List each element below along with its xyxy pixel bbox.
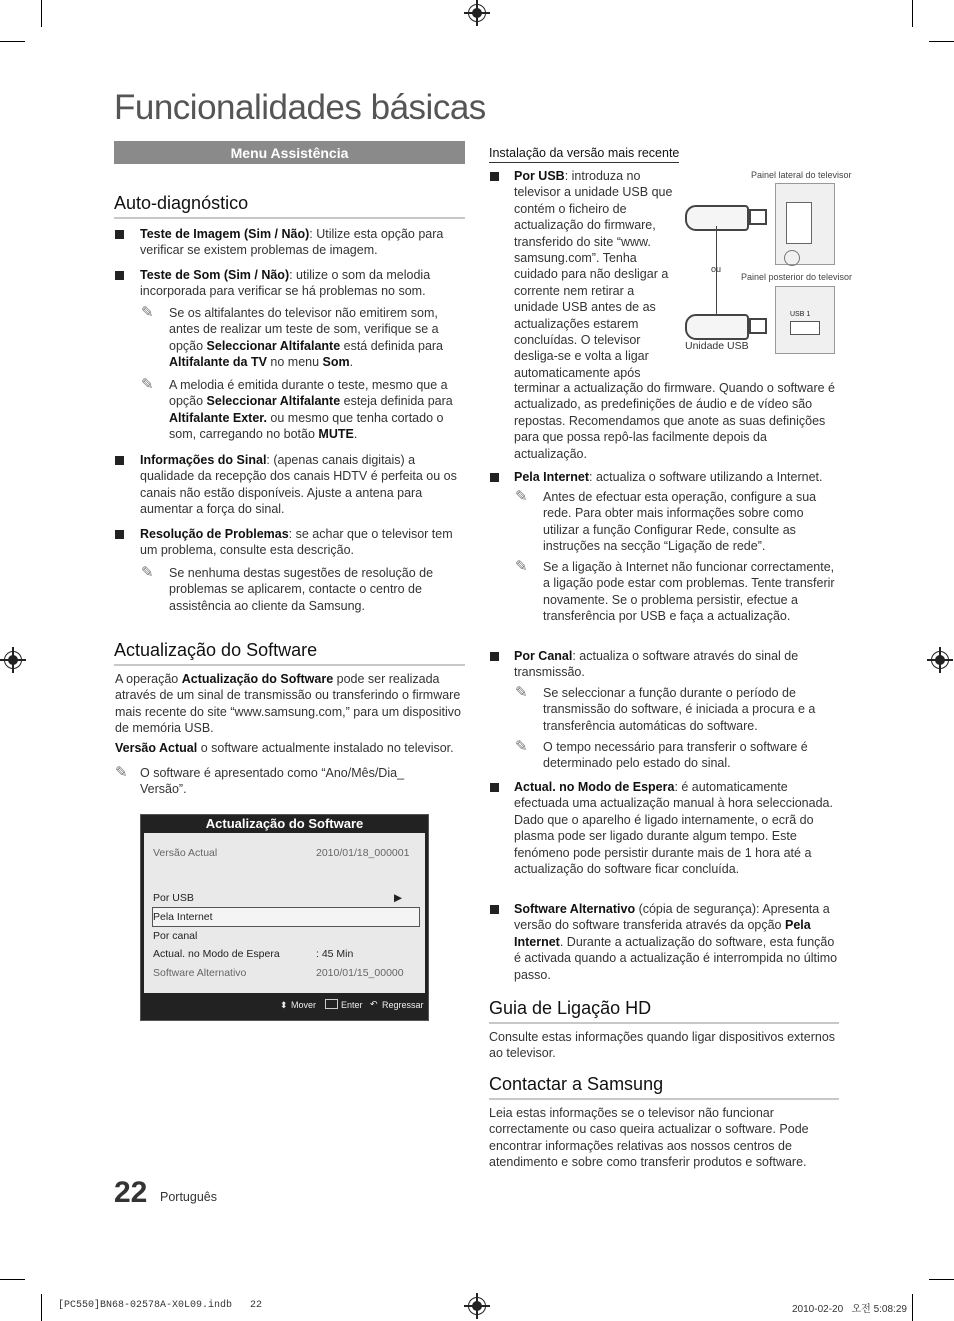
crop-mark bbox=[0, 1279, 25, 1280]
crop-mark bbox=[0, 41, 25, 42]
usb-connection-diagram bbox=[683, 168, 853, 358]
usb-plug-icon bbox=[749, 209, 767, 225]
usb-drive-icon bbox=[685, 314, 749, 340]
crop-mark bbox=[929, 1279, 954, 1280]
tv-rear-panel bbox=[775, 286, 835, 354]
bullet-icon bbox=[115, 456, 124, 465]
osd-title: Actualização do Software bbox=[205, 816, 364, 831]
bullet-icon bbox=[490, 783, 499, 792]
port-label: USB 1 bbox=[790, 311, 811, 318]
heading-auto-diagnostico: Auto-diagnóstico bbox=[114, 193, 465, 219]
print-date: 2010-02-20 오전 5:08:29 bbox=[792, 1304, 907, 1315]
note-text: Se nenhuma destas sugestões de resolução de problemas se aplicarem, contacte o centro de assistência ao cliente da Samsung. bbox=[169, 566, 434, 613]
bullet-icon bbox=[115, 530, 124, 539]
bullet-icon bbox=[115, 271, 124, 280]
bullet-icon bbox=[490, 172, 499, 181]
list-item: Actual. no Modo de Espera: é automaticamente efectuada uma actualização manual à hora seleccionada. Dado que o aparelho é ligado internamente, o ecrã do plasma pode ser ligado durante algum tempo. Este fenómeno pode persistir durante mais de 1 hora até a actualização do software ficar concluída. bbox=[514, 780, 833, 877]
crop-mark bbox=[912, 0, 913, 27]
crop-mark bbox=[41, 1294, 42, 1321]
registration-mark-icon bbox=[931, 651, 949, 669]
bullet-icon bbox=[490, 652, 499, 661]
note-pencil-icon: ✎ bbox=[141, 376, 154, 393]
osd-version-value: 2010/01/18_000001 bbox=[316, 847, 410, 859]
updown-arrow-icon: ⬍ bbox=[280, 1000, 288, 1010]
paragraph: Versão Actual o software actualmente instalado no televisor. bbox=[115, 741, 454, 755]
osd-version-label: Versão Actual bbox=[153, 847, 218, 859]
usb-drive-icon bbox=[685, 205, 749, 231]
osd-arrow-right-icon: ▶ bbox=[394, 892, 403, 904]
list-item: Pela Internet: actualiza o software utilizando a Internet. bbox=[514, 470, 823, 484]
note-pencil-icon: ✎ bbox=[515, 738, 528, 755]
list-item: Software Alternativo (cópia de segurança): Apresenta a versão do software transferida através da opção Pela Internet. Durante a actualização do software, esta função é activada quando a actualização é interrompida no último passo. bbox=[514, 902, 838, 982]
enter-icon bbox=[325, 999, 338, 1009]
osd-panel bbox=[144, 833, 425, 993]
note-pencil-icon: ✎ bbox=[515, 684, 528, 701]
page-number: 22 bbox=[114, 1176, 148, 1209]
osd-menu-item-pela-internet[interactable]: Pela Internet bbox=[153, 911, 213, 923]
osd-footer-return: Regressar bbox=[382, 1000, 424, 1010]
print-file-info: [PC550]BN68-02578A-X0L09.indb 22 bbox=[58, 1300, 263, 1311]
note-text: Se seleccionar a função durante o período de transmissão do software, é iniciada a procura e a transferência automáticas do software. bbox=[543, 686, 816, 733]
osd-menu-item-value: 2010/01/15_00000 bbox=[316, 967, 404, 979]
port-icon bbox=[784, 250, 800, 266]
list-item: Teste de Som (Sim / Não): utilize o som da melodia incorporada para verificar se há problemas no som. bbox=[140, 268, 431, 299]
osd-menu-item-software-alternativo[interactable]: Software Alternativo bbox=[153, 967, 247, 979]
note-text: O tempo necessário para transferir o software é determinado pelo estado do sinal. bbox=[543, 740, 808, 771]
note-pencil-icon: ✎ bbox=[515, 558, 528, 575]
osd-footer bbox=[141, 995, 428, 1017]
note-pencil-icon: ✎ bbox=[515, 488, 528, 505]
osd-menu-item-modo-espera[interactable]: Actual. no Modo de Espera bbox=[153, 948, 280, 960]
bullet-icon bbox=[115, 230, 124, 239]
osd-menu-item-por-canal[interactable]: Por canal bbox=[153, 930, 198, 942]
list-item: Resolução de Problemas: se achar que o televisor tem um problema, consulte esta descrição. bbox=[140, 527, 453, 558]
note-text: Se os altifalantes do televisor não emitirem som, antes de realizar um teste de som, verifique se a opção Seleccionar Altifalante está definida para Altifalante da TV no menu Som. bbox=[169, 306, 444, 370]
usb-port-icon bbox=[790, 321, 820, 335]
osd-footer-move: Mover bbox=[291, 1000, 317, 1010]
registration-mark-icon bbox=[468, 1297, 486, 1315]
diagram-label-or: ou bbox=[711, 264, 722, 274]
paragraph: A operação Actualização do Software pode ser realizada através de um sinal de transmissão ou transferindo o firmware mais recente do site “www.samsung.com,” para um dispositivo de memória USB. bbox=[115, 672, 461, 736]
note-text: Antes de efectuar esta operação, configure a sua rede. Para obter mais informações sobre como utilizar a função Configurar Rede, consulte as instruções na secção “Ligação de rede”. bbox=[543, 490, 817, 554]
section-bar: Menu Assistência bbox=[114, 141, 465, 164]
list-item: Por Canal: actualiza o software através do sinal de transmissão. bbox=[514, 649, 799, 680]
bullet-icon bbox=[490, 905, 499, 914]
diagram-label-rear: Painel posterior do televisor bbox=[741, 272, 853, 282]
crop-mark bbox=[912, 1294, 913, 1321]
page-language: Português bbox=[160, 1190, 217, 1204]
heading-actualizacao-software: Actualização do Software bbox=[114, 640, 465, 666]
tv-side-panel bbox=[775, 183, 835, 265]
note-pencil-icon: ✎ bbox=[141, 304, 154, 321]
note-pencil-icon: ✎ bbox=[115, 764, 128, 781]
note-text: O software é apresentado como “Ano/Mês/Dia_ Versão”. bbox=[140, 766, 405, 797]
diagram-label-usb: Unidade USB bbox=[685, 340, 749, 352]
crop-mark bbox=[929, 41, 954, 42]
software-update-osd bbox=[140, 814, 429, 1021]
subheading-instalacao: Instalação da versão mais recente bbox=[489, 145, 679, 163]
osd-menu-item-value: : 45 Min bbox=[316, 948, 354, 960]
usb-plug-icon bbox=[749, 318, 767, 334]
list-item: Informações do Sinal: (apenas canais digitais) a qualidade da recepção dos canais HDTV é perfeita ou os canais não estão disponíveis. Ajuste a antena para aumentar a força do sinal. bbox=[140, 453, 457, 517]
diagram-label-side: Painel lateral do televisor bbox=[751, 170, 852, 180]
note-text: A melodia é emitida durante o teste, mesmo que a opção Seleccionar Altifalante esteja definida para Altifalante Exter. ou mesmo que tenha cortado o som, carregando no botão MUTE. bbox=[169, 378, 453, 442]
page-title: Funcionalidades básicas bbox=[114, 88, 486, 127]
registration-mark-icon bbox=[468, 4, 486, 22]
list-item-continued: terminar a actualização do firmware. Quando o software é actualizado, as predefinições de áudio e de vídeo são repostas. Recomendamos que anote as suas definições para que possa repô-las facilmente depois da actualização. bbox=[514, 381, 835, 461]
heading-guia-ligacao-hd: Guia de Ligação HD bbox=[489, 998, 839, 1024]
note-pencil-icon: ✎ bbox=[141, 564, 154, 581]
registration-mark-icon bbox=[4, 651, 22, 669]
crop-mark bbox=[41, 0, 42, 27]
osd-menu-item-por-usb[interactable]: Por USB bbox=[153, 892, 194, 904]
heading-contactar-samsung: Contactar a Samsung bbox=[489, 1074, 839, 1100]
note-text: Se a ligação à Internet não funcionar correctamente, a ligação pode estar com problemas. Tente transferir novamente. Se o problema persistir, efectue a transferência por USB e faça a actualização. bbox=[543, 560, 835, 624]
paragraph: Leia estas informações se o televisor não funcionar correctamente ou caso queira actualizar o software. Pode encontrar informações relativas aos nossos centros de atendimento e sobre como transferir produtos e software. bbox=[489, 1106, 809, 1170]
list-item: Por USB: introduza no televisor a unidade USB que contém o ficheiro de actualização do firmware, transferido do site “www. samsung.com”. Tenha cuidado para não desligar a corrente nem retirar a unidade USB antes de as actualizações estarem concluídas. O televisor desliga-se e volta a ligar automaticamente após bbox=[514, 169, 673, 380]
return-icon: ↶ bbox=[370, 999, 378, 1009]
usb-port-icon bbox=[786, 202, 812, 244]
list-item: Teste de Imagem (Sim / Não): Utilize esta opção para verificar se existem problemas de imagem. bbox=[140, 227, 444, 258]
bullet-icon bbox=[490, 473, 499, 482]
paragraph: Consulte estas informações quando ligar dispositivos externos ao televisor. bbox=[489, 1030, 836, 1061]
osd-footer-enter: Enter bbox=[341, 1000, 363, 1010]
